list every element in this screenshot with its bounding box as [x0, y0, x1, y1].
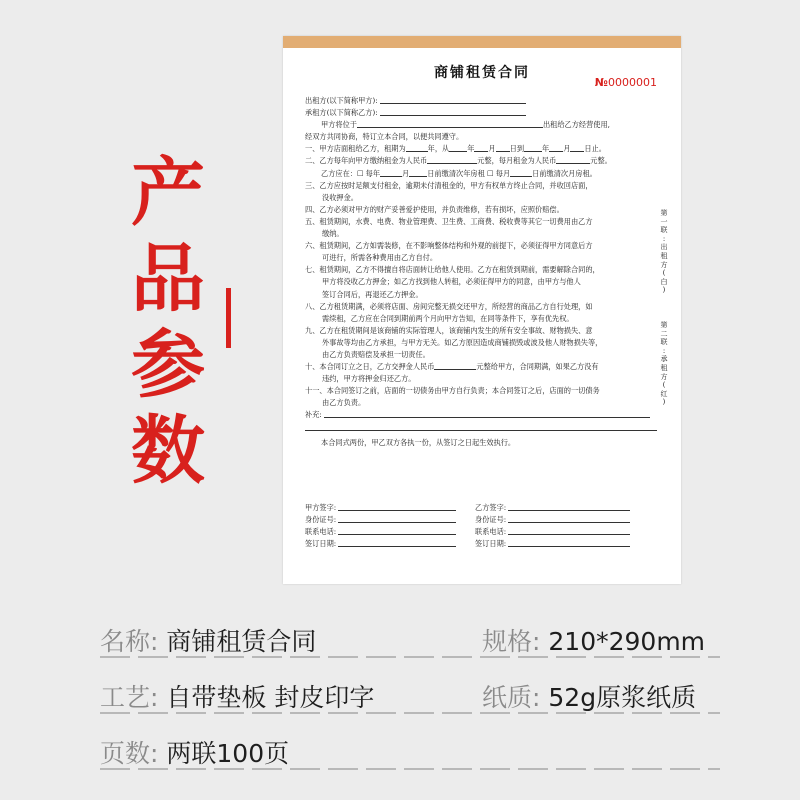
spec-paper: [482, 678, 696, 714]
title-char-3: 参: [131, 322, 205, 408]
body-line: 甲方将位于 出租给乙方经营使用,: [321, 120, 610, 130]
party-a-date: 签订日期:: [305, 538, 473, 550]
body-line: 补充:: [305, 409, 657, 421]
spec-paper-label: 纸质:: [482, 683, 541, 712]
sheet-top-band: [283, 36, 681, 48]
body-line: 五、租赁期间，水费、电费、物业管理费、卫生费、工商费、税收费等其它一切费用由乙方: [305, 216, 593, 226]
body-line: 十、本合同订立之日，乙方交押金人民币 元整给甲方，合同期满，如果乙方没有: [305, 362, 599, 372]
party-b-phone: 联系电话:: [475, 526, 643, 538]
contract-number: [595, 76, 657, 89]
body-line: 承租方(以下简称乙方):: [305, 107, 657, 119]
spec-size: [482, 622, 705, 658]
party-b-date: 签订日期:: [475, 538, 643, 550]
body-line: 七、租赁期间，乙方不得擅自将店面转让给他人使用。乙方在租赁到期前，需要解除合同的，: [305, 265, 600, 275]
spec-divider: [100, 656, 720, 658]
body-line: 乙方应在：☐ 每年 月 日前缴清次年房租 ☐ 每月 日前缴清次月房租。: [321, 168, 597, 178]
title-char-4: 数: [131, 408, 205, 494]
body-line: 违约，甲方将押金归还乙方。: [322, 374, 416, 384]
spec-name: [100, 622, 316, 658]
body-line: 没收押金。: [322, 192, 358, 202]
body-line: 出租方(以下简称甲方):: [305, 95, 657, 107]
body-line: 由乙方负责。: [322, 398, 366, 408]
signature-row: [305, 538, 657, 550]
party-a-signature: 甲方签字:: [305, 502, 473, 514]
body-line: 六、租赁期间，乙方如需装修，在不影响整体结构和外观的前提下，必须征得甲方同意后方: [305, 241, 593, 251]
party-a-phone: 联系电话:: [305, 526, 473, 538]
signature-row: [305, 514, 657, 526]
spec-name-label: 名称:: [100, 627, 159, 656]
spec-divider: [100, 768, 720, 770]
contract-title: 商铺租赁合同: [434, 65, 530, 81]
number-symbol: №: [594, 76, 608, 89]
signature-row: [305, 526, 657, 538]
contract-body: [305, 95, 657, 449]
title-char-2: 品: [131, 236, 205, 322]
signature-row: [305, 502, 657, 514]
body-line: 由乙方负责赔偿及承担一切责任。: [322, 349, 430, 359]
spec-pages: [100, 734, 289, 770]
copy-label-2: 第 二 联 : 承 租 方 ( 红 ): [660, 320, 668, 407]
spec-size-label: 规格:: [482, 627, 541, 656]
body-line: 四、乙方必须对甲方的财产妥善爱护使用，并负责维修，若有损坏，应照价赔偿。: [305, 204, 564, 214]
spec-craft-value: 自带垫板 封皮印字: [166, 683, 375, 712]
body-line: [305, 422, 657, 434]
spec-craft: [100, 678, 374, 714]
spec-name-value: 商铺租赁合同: [166, 627, 317, 656]
spec-pages-label: 页数:: [100, 739, 159, 768]
party-a-id: 身份证号:: [305, 514, 473, 526]
party-b-signature: 乙方签字:: [475, 502, 643, 514]
body-line: 甲方将没收乙方押金；如乙方找到他人转租，必须征得甲方的同意，由甲方与他人: [322, 277, 581, 287]
body-line: 八、乙方租赁期满，必须将店面、房间完整无损交还甲方，所经营的商品乙方自行处理，如: [305, 301, 593, 311]
spec-divider: [100, 712, 720, 714]
body-line: 需续租，乙方应在合同到期前两个月向甲方告知，在同等条件下，享有优先权。: [322, 313, 574, 323]
spec-size-value: 210*290mm: [548, 627, 706, 656]
signature-area: [305, 502, 657, 550]
body-line: 可进行，所需各种费用由乙方自付。: [322, 253, 438, 263]
body-line: 二、乙方每年向甲方缴纳租金为人民币 元整，每月租金为人民币 元整。: [305, 156, 612, 166]
contract-sheet: [283, 36, 681, 584]
body-line: 十一、本合同签订之前，店面的一切债务由甲方自行负责；本合同签订之后，店面的一切债务: [305, 386, 600, 396]
body-line: 一、甲方店面租给乙方，租期为 年，从 年 月 日到 年 月 日止。: [305, 144, 606, 154]
copy-labels: [659, 209, 669, 433]
party-b-id: 身份证号:: [475, 514, 643, 526]
body-line: 三、乙方应按时足额支付租金，逾期未付清租金的，甲方有权单方终止合同，并收回店面，: [305, 180, 593, 190]
body-line: 签订合同后，再退还乙方押金。: [322, 289, 423, 299]
body-line: 九、乙方在租赁期间是该商铺的实际管理人，该商铺内发生的所有安全事故、财物损失、意: [305, 325, 593, 335]
copy-label-1: 第 一 联 : 出 租 方 ( 白 ): [660, 209, 668, 295]
title-accent-bar: [226, 288, 231, 348]
product-params-title: [128, 150, 208, 494]
body-line: 缴纳。: [322, 229, 344, 239]
title-char-1: 产: [131, 150, 205, 236]
body-line: 本合同式两份，甲乙双方各执一份，从签订之日起生效执行。: [321, 437, 516, 447]
body-line: 外事故等均由乙方承担，与甲方无关。如乙方原因造成商铺损毁或波及他人财物损失等，: [322, 337, 603, 347]
spec-pages-value: 两联100页: [166, 739, 290, 768]
number-value: 0000001: [608, 76, 657, 89]
body-line: 经双方共同协商，特订立本合同，以便共同遵守。: [305, 132, 464, 142]
spec-paper-value: 52g原浆纸质: [548, 683, 697, 712]
spec-craft-label: 工艺:: [100, 683, 159, 712]
